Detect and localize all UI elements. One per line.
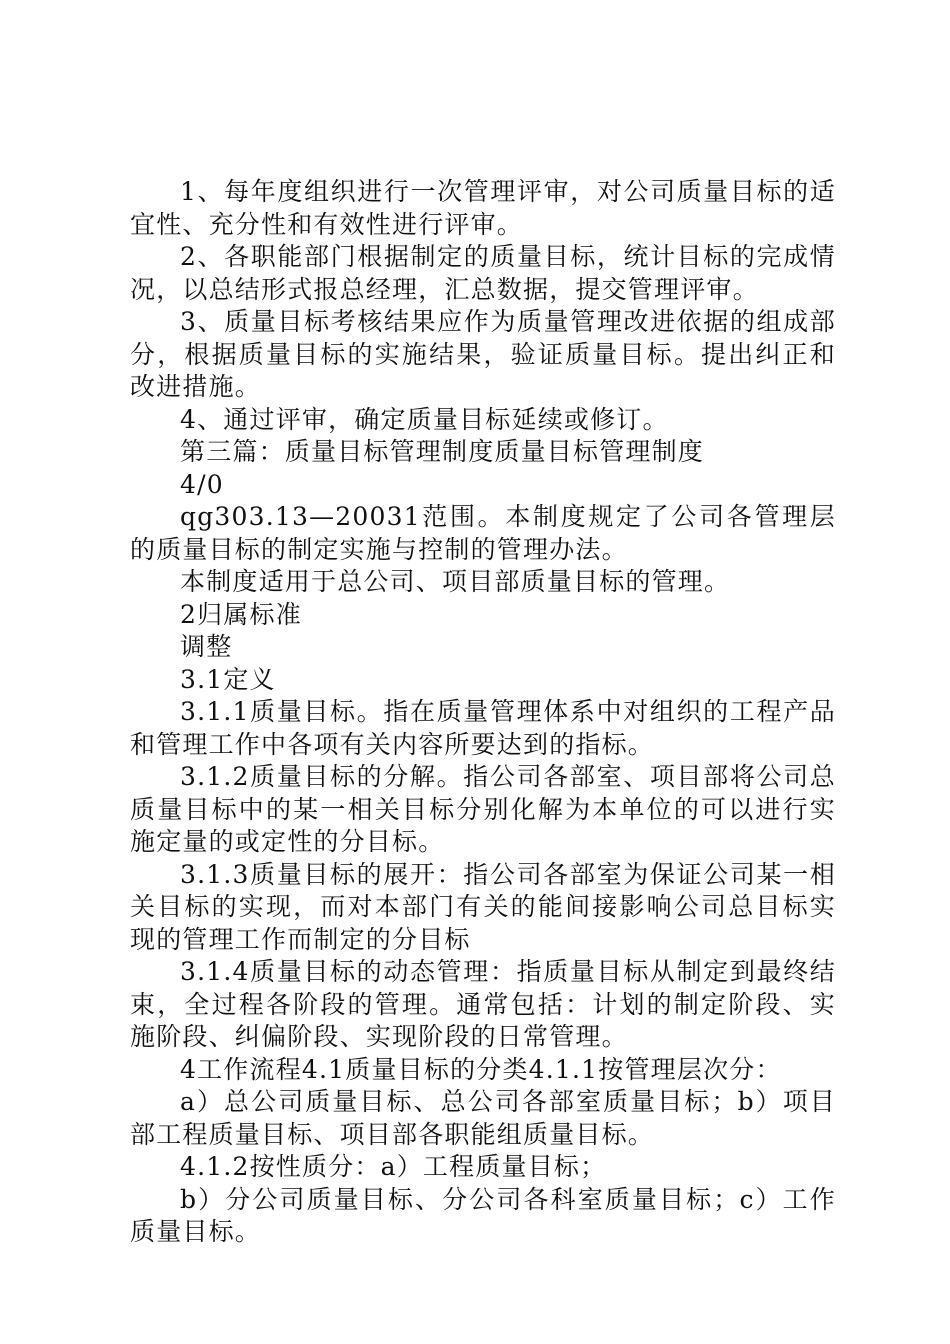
paragraph-scope: qg303.13—20031范围。本制度规定了公司各管理层的质量目标的制定实施与控制的管理办法。 bbox=[130, 502, 836, 564]
list-item-branch-objectives: b）分公司质量目标、分公司各科室质量目标；c）工作质量目标。 bbox=[130, 1184, 836, 1246]
heading-definitions: 3.1定义 bbox=[180, 664, 276, 694]
heading-workflow: 4工作流程4.1质量目标的分类4.1.1按管理层次分： bbox=[180, 1054, 782, 1084]
paragraph-assessment-results: 3、质量目标考核结果应作为质量管理改进依据的组成部分，根据质量目标的实施结果，验证质量目标。提出纠正和改进措施。 bbox=[130, 307, 836, 401]
paragraph-review-confirm: 4、通过评审，确定质量目标延续或修订。 bbox=[180, 404, 669, 434]
paragraph-department-statistics: 2、各职能部门根据制定的质量目标，统计目标的完成情况，以总结形式报总经理，汇总数据，提交管理评审。 bbox=[130, 242, 836, 304]
document-body bbox=[130, 176, 836, 1249]
paragraph-applicability: 本制度适用于总公司、项目部质量目标的管理。 bbox=[180, 567, 731, 596]
list-item-level-objectives: a）总公司质量目标、总公司各部室质量目标；b）项目部工程质量目标、项目部各职能组质量目标。 bbox=[130, 1087, 836, 1149]
definition-quality-objective: 3.1.1质量目标。指在质量管理体系中对组织的工程产品和管理工作中各项有关内容所要达到的指标。 bbox=[130, 697, 836, 759]
heading-adjustment: 调整 bbox=[180, 632, 233, 661]
definition-dynamic-management: 3.1.4质量目标的动态管理：指质量目标从制定到最终结束，全过程各阶段的管理。通常包括：计划的制定阶段、实施阶段、纠偏阶段、实现阶段的日常管理。 bbox=[130, 957, 836, 1051]
paragraph-version: 4/0 bbox=[180, 469, 224, 499]
definition-objective-deployment: 3.1.3质量目标的展开：指公司各部室为保证公司某一相关目标的实现，而对本部门有关的能间接影响公司总目标实现的管理工作而制定的分目标 bbox=[130, 859, 836, 954]
section-heading-part-three: 第三篇：质量目标管理制度质量目标管理制度 bbox=[180, 437, 705, 466]
heading-standard: 2归属标准 bbox=[180, 599, 302, 629]
paragraph-review-yearly: 1、每年度组织进行一次管理评审，对公司质量目标的适宜性、充分性和有效性进行评审。 bbox=[130, 177, 836, 239]
list-item-by-nature: 4.1.2按性质分：a）工程质量目标； bbox=[180, 1152, 607, 1181]
definition-objective-decomposition: 3.1.2质量目标的分解。指公司各部室、项目部将公司总质量目标中的某一相关目标分别化解为本单位的可以进行实施定量的或定性的分目标。 bbox=[130, 762, 836, 856]
